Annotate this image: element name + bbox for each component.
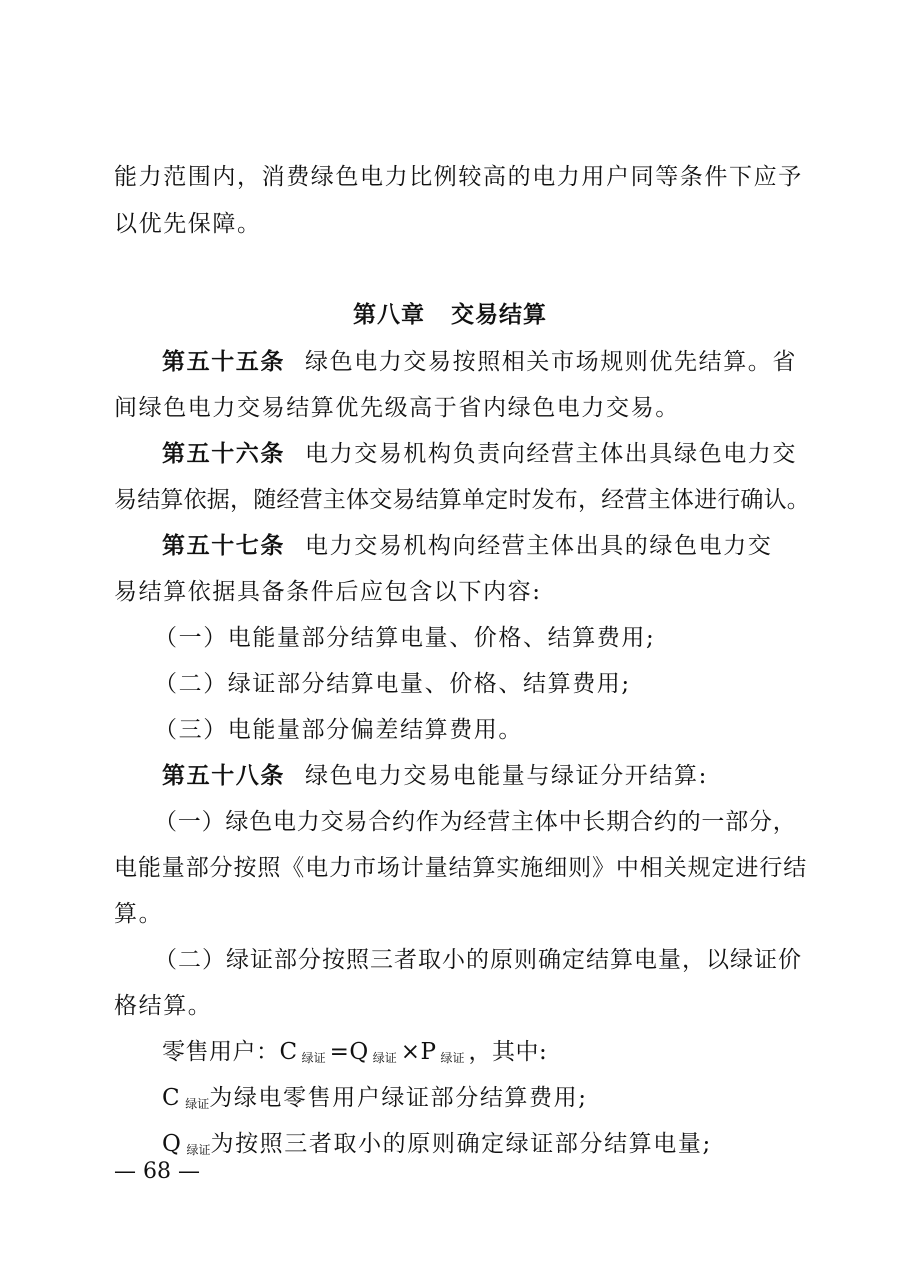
formula-subscript: 绿证 — [301, 1051, 326, 1065]
definition-c — [162, 1083, 588, 1119]
formula-prefix: 零售用户： — [162, 1039, 280, 1065]
definition-subscript: 绿证 — [185, 1097, 210, 1111]
definition-symbol: C — [162, 1085, 182, 1111]
paragraph-line: 易结算依据，随经营主体交易结算单定时发布，经营主体进行确认。 — [114, 487, 810, 513]
definition-q — [162, 1129, 712, 1165]
paragraph-line: 格结算。 — [114, 993, 213, 1019]
article-text: 绿色电力交易电能量与绿证分开结算: — [305, 763, 708, 789]
paragraph-line: （二）绿证部分按照三者取小的原则确定结算电量，以绿证价 — [154, 947, 802, 973]
article-text: 绿色电力交易按照相关市场规则优先结算。省 — [305, 349, 797, 375]
article-label: 第五十五条 — [162, 349, 285, 375]
article-56-line — [162, 439, 797, 469]
list-item: （二）绿证部分结算电量、价格、结算费用; — [154, 671, 631, 697]
article-58-line — [162, 761, 708, 791]
formula-equals-q: =Q — [329, 1039, 369, 1065]
formula-times-p: ×P — [400, 1039, 437, 1065]
article-57-line — [162, 531, 772, 561]
list-item: （三）电能量部分偏差结算费用。 — [154, 717, 523, 743]
chapter-number: 第八章 — [353, 302, 425, 328]
definition-text: 为按照三者取小的原则确定绿证部分结算电量; — [210, 1131, 712, 1157]
article-label: 第五十七条 — [162, 533, 285, 559]
paragraph-line: 易结算依据具备条件后应包含以下内容: — [114, 579, 542, 605]
article-55-line — [162, 347, 797, 377]
chapter-heading — [0, 300, 900, 330]
article-text: 电力交易机构负责向经营主体出具绿色电力交 — [305, 441, 797, 467]
paragraph-line: （一）绿色电力交易合约作为经营主体中长期合约的一部分， — [154, 809, 797, 835]
article-label: 第五十八条 — [162, 763, 285, 789]
definition-subscript: 绿证 — [186, 1143, 211, 1157]
formula-symbol-c: C — [279, 1039, 298, 1065]
article-text: 电力交易机构向经营主体出具的绿色电力交 — [305, 533, 773, 559]
paragraph-line: 算。 — [114, 901, 164, 927]
formula-subscript: 绿证 — [372, 1051, 397, 1065]
formula-suffix: ，其中: — [468, 1039, 548, 1065]
paragraph-line: 电能量部分按照《电力市场计量结算实施细则》中相关规定进行结 — [114, 855, 808, 881]
page-number: — 68 — — [114, 1159, 200, 1184]
definition-symbol: Q — [162, 1131, 183, 1157]
chapter-title: 交易结算 — [451, 302, 547, 328]
list-item: （一）电能量部分结算电量、价格、结算费用; — [154, 625, 656, 651]
article-label: 第五十六条 — [162, 441, 285, 467]
formula-line — [162, 1037, 547, 1073]
paragraph-line: 能力范围内，消费绿色电力比例较高的电力用户同等条件下应予 — [114, 164, 803, 190]
definition-text: 为绿电零售用户绿证部分结算费用; — [209, 1085, 588, 1111]
paragraph-line: 以优先保障。 — [114, 211, 262, 237]
formula-subscript: 绿证 — [440, 1051, 465, 1065]
paragraph-line: 间绿色电力交易结算优先级高于省内绿色电力交易。 — [114, 395, 680, 421]
